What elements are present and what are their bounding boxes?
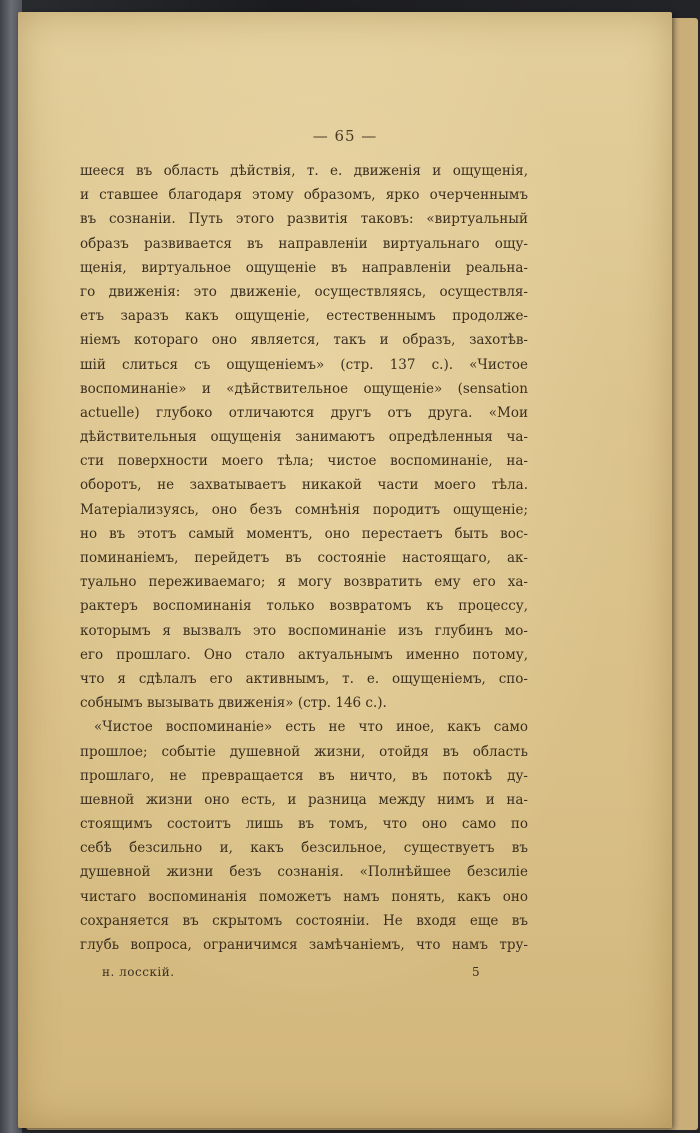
- book-page: [18, 12, 672, 1128]
- text-line: въ сознаніи. Путь этого развитія таковъ: «виртуальный: [80, 211, 528, 228]
- text-line: щенія, виртуальное ощущеніе въ направленіи реальна-: [80, 259, 528, 276]
- text-line: Матеріализуясь, оно безъ сомнѣнія породитъ ощущеніе;: [80, 501, 528, 518]
- printer-signature: н. лосскій.: [102, 965, 175, 979]
- text-line: прошлаго, не превращается въ ничто, въ потокѣ ду-: [80, 767, 528, 784]
- text-line: которымъ я вызвалъ это воспоминаніе изъ глубинъ мо-: [80, 622, 528, 639]
- text-line: образъ развивается въ направленіи виртуальнаго ощу-: [80, 235, 528, 252]
- text-line: рактеръ воспоминанія только возвратомъ къ процессу,: [80, 598, 528, 615]
- text-line: душевной жизни безъ сознанія. «Полнѣйшее безсиліе: [80, 864, 528, 881]
- paragraph-start-line: «Чистое воспоминаніе» есть не что иное, какъ само: [94, 719, 528, 736]
- text-line: actuelle) глубоко отличаются другъ отъ друга. «Мои: [80, 404, 528, 421]
- text-line: дѣйствительныя ощущенія занимаютъ опредѣленныя ча-: [80, 429, 528, 446]
- text-line: его прошлаго. Оно стало актуальнымъ именно потому,: [80, 646, 528, 663]
- text-line: себѣ безсильно и, какъ безсильное, существуетъ въ: [80, 840, 528, 857]
- text-line: шееся въ область дѣйствія, т. е. движенія и ощущенія,: [80, 163, 528, 179]
- sheet-number: 5: [472, 965, 480, 979]
- text-line: чистаго воспоминанія поможетъ намъ понять, какъ оно: [80, 888, 528, 905]
- text-line: что я сдѣлалъ его активнымъ, т. е. ощущеніемъ, спо-: [80, 670, 528, 687]
- body-text: [80, 159, 528, 957]
- text-line: етъ заразъ какъ ощущеніе, естественнымъ продолже-: [80, 308, 528, 325]
- text-line: и ставшее благодаря этому образомъ, ярко очерченнымъ: [80, 187, 528, 204]
- page-footer: [80, 965, 528, 985]
- text-line: го движенія: это движеніе, осуществляясь, осуществля-: [80, 283, 528, 300]
- text-line: воспоминаніе» и «дѣйствительное ощущеніе» (sensation: [80, 380, 528, 397]
- text-line: оборотъ, не захватываетъ никакой части моего тѣла.: [80, 477, 528, 494]
- text-line: прошлое; событіе душевной жизни, отойдя въ область: [80, 743, 528, 760]
- text-line: собнымъ вызывать движенія» (стр. 146 с.).: [80, 695, 387, 712]
- page-number: — 65 —: [312, 127, 378, 145]
- text-line: поминаніемъ, перейдетъ въ состояніе настоящаго, ак-: [80, 550, 528, 566]
- text-line: шій слиться съ ощущеніемъ» (стр. 137 с.). «Чистое: [80, 356, 528, 373]
- text-line: глубь вопроса, ограничимся замѣчаніемъ, что намъ тру-: [80, 937, 528, 953]
- text-line: сти поверхности моего тѣла; чистое воспоминаніе, на-: [80, 453, 528, 470]
- text-line: стоящимъ состоитъ лишь въ томъ, что оно само по: [80, 816, 528, 833]
- text-line: сохраняется въ скрытомъ состояніи. Не входя еще въ: [80, 912, 528, 929]
- text-line: но въ этотъ самый моментъ, оно перестаетъ быть вос-: [80, 525, 528, 542]
- text-line: шевной жизни оно есть, и разница между нимъ и на-: [80, 791, 528, 808]
- text-line: ніемъ котораго оно является, такъ и образъ, захотѣв-: [80, 332, 528, 349]
- text-line: туально переживаемаго; я могу возвратить ему его ха-: [80, 574, 528, 591]
